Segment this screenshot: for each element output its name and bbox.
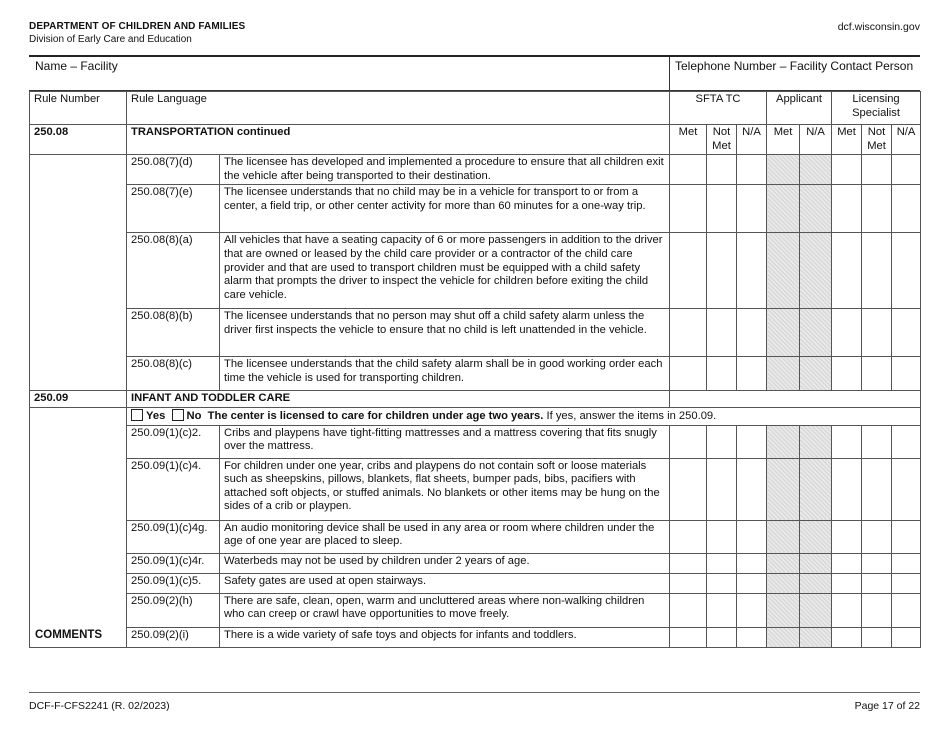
subheader-na: N/A [737,125,767,155]
rule-code: 250.09(1)(c)4r. [127,553,220,573]
no-checkbox[interactable] [172,409,184,421]
ls-met-cell[interactable] [832,458,862,520]
section-blank-cell [670,391,921,408]
section-gutter [30,155,127,391]
applicant-met-cell[interactable] [767,233,800,309]
sfta-met-cell[interactable] [670,425,707,458]
ls-met-cell[interactable] [832,233,862,309]
section-number: 250.08 [30,125,127,155]
table-row [30,357,921,391]
ls-met-cell[interactable] [832,357,862,391]
rule-code: 250.09(2)(i) [127,627,220,647]
department-name: DEPARTMENT OF CHILDREN AND FAMILIES [29,21,246,32]
ls-na-cell[interactable] [892,520,921,553]
subheader-not-met: Not Met [862,125,892,155]
ls-met-cell[interactable] [832,553,862,573]
rule-code: 250.08(7)(e) [127,185,220,233]
sfta-met-cell[interactable] [670,309,707,357]
applicant-na-cell[interactable] [800,233,832,309]
facility-phone-field[interactable]: Telephone Number – Facility Contact Person [675,59,914,73]
ls-met-cell[interactable] [832,593,862,627]
rule-text: The licensee understands that no child may be in a vehicle for transport to or from a center, a field trip, or other center activity for more than 60 minutes for a one-way trip. [220,185,670,233]
applicant-na-cell[interactable] [800,458,832,520]
ls-na-cell[interactable] [892,593,921,627]
table-row [30,309,921,357]
rule-code: 250.08(7)(d) [127,155,220,185]
rule-code: 250.08(8)(c) [127,357,220,391]
rule-text: The licensee has developed and implemented a procedure to ensure that all children exit the vehicle after being transported to their destination. [220,155,670,185]
rule-text: The licensee understands that the child safety alarm shall be in good working order each time the vehicle is used for transporting children. [220,357,670,391]
table-row [30,458,921,520]
question-text: The center is licensed to care for children under age two years. [207,409,544,422]
rule-text: There is a wide variety of safe toys and objects for infants and toddlers. [220,627,670,647]
applicant-na-cell[interactable] [800,425,832,458]
sfta-met-cell[interactable] [670,357,707,391]
applicant-na-cell[interactable] [800,573,832,593]
sfta-na-cell[interactable] [737,425,767,458]
col-header-sfta: SFTA TC [670,92,767,125]
ls-na-cell[interactable] [892,425,921,458]
applicant-na-cell[interactable] [800,155,832,185]
applicant-na-cell[interactable] [800,185,832,233]
col-header-rule-language: Rule Language [127,92,670,125]
ls-na-cell[interactable] [892,573,921,593]
sfta-na-cell[interactable] [737,593,767,627]
table-row [30,155,921,185]
sfta-na-cell[interactable] [737,520,767,553]
yes-no-row [30,407,921,425]
ls-not-met-cell[interactable] [862,553,892,573]
ls-not-met-cell[interactable] [862,233,892,309]
table-row [30,593,921,627]
sfta-met-cell[interactable] [670,185,707,233]
applicant-na-cell[interactable] [800,357,832,391]
section-gutter [30,407,127,647]
sfta-not-met-cell[interactable] [707,185,737,233]
sfta-met-cell[interactable] [670,233,707,309]
rule-code: 250.08(8)(b) [127,309,220,357]
website-link[interactable]: dcf.wisconsin.gov [837,21,920,33]
section-title: TRANSPORTATION continued [127,125,670,155]
ls-na-cell[interactable] [892,155,921,185]
yes-label: Yes [146,409,166,422]
ls-na-cell[interactable] [892,627,921,647]
sfta-na-cell[interactable] [737,357,767,391]
sfta-met-cell[interactable] [670,627,707,647]
subheader-na: N/A [800,125,832,155]
ls-not-met-cell[interactable] [862,458,892,520]
yes-no-question [127,407,921,425]
sfta-met-cell[interactable] [670,553,707,573]
ls-met-cell[interactable] [832,155,862,185]
section-header-row [30,391,921,408]
rule-text: For children under one year, cribs and playpens do not contain soft or loose materials such as sheepskins, pillows, blankets, flat sheets, bumper pads, bibs, pacifiers with attached soft objects, or stuffed animals. No blankets or other items may be hung on the sides of a crib or playpen. [220,458,670,520]
rule-code: 250.09(1)(c)4. [127,458,220,520]
rule-text: Safety gates are used at open stairways. [220,573,670,593]
sfta-met-cell[interactable] [670,520,707,553]
subheader-met: Met [832,125,862,155]
sfta-not-met-cell[interactable] [707,155,737,185]
section-title: INFANT AND TODDLER CARE [127,391,670,408]
sfta-not-met-cell[interactable] [707,593,737,627]
table-row [30,425,921,458]
sfta-met-cell[interactable] [670,155,707,185]
col-header-applicant: Applicant [767,92,832,125]
table-row [30,627,921,647]
ls-not-met-cell[interactable] [862,593,892,627]
comments-label: COMMENTS [35,629,103,641]
rule-text: An audio monitoring device shall be used in any area or room where children under the age of one year are placed to sleep. [220,520,670,553]
applicant-met-cell[interactable] [767,573,800,593]
section-number: 250.09 [30,391,127,408]
ls-met-cell[interactable] [832,185,862,233]
rule-code: 250.09(2)(h) [127,593,220,627]
applicant-met-cell[interactable] [767,425,800,458]
ls-na-cell[interactable] [892,357,921,391]
applicant-met-cell[interactable] [767,627,800,647]
subheader-met: Met [670,125,707,155]
sfta-not-met-cell[interactable] [707,520,737,553]
sfta-met-cell[interactable] [670,573,707,593]
no-label: No [186,409,202,422]
subheader-not-met: Not Met [707,125,737,155]
ls-not-met-cell[interactable] [862,357,892,391]
page-number: Page 17 of 22 [854,700,920,712]
ls-na-cell[interactable] [892,233,921,309]
table-row [30,520,921,553]
ls-not-met-cell[interactable] [862,155,892,185]
applicant-met-cell[interactable] [767,155,800,185]
ls-met-cell[interactable] [832,627,862,647]
rule-text: All vehicles that have a seating capacity of 6 or more passengers in addition to the driver that are owned or leased by the child care provider or a contractor of the child care provider and that are used to transport children must be equipped with a child safety alarm that prompts the driver to inspect the vehicle for children before exiting the child care vehicle. [220,233,670,309]
footer-rule [29,692,920,693]
table-row [30,233,921,309]
applicant-met-cell[interactable] [767,593,800,627]
sfta-na-cell[interactable] [737,233,767,309]
header-row [30,92,921,125]
ls-not-met-cell[interactable] [862,309,892,357]
rule-code: 250.09(1)(c)4g. [127,520,220,553]
sfta-not-met-cell[interactable] [707,425,737,458]
applicant-na-cell[interactable] [800,553,832,573]
section-header-row [30,125,921,155]
rules-table [29,91,921,648]
rule-text: Cribs and playpens have tight-fitting mattresses and a mattress covering that fits snugly over the mattress. [220,425,670,458]
sfta-met-cell[interactable] [670,458,707,520]
page-header [29,21,245,45]
table-row [30,553,921,573]
sfta-not-met-cell[interactable] [707,627,737,647]
ls-met-cell[interactable] [832,573,862,593]
ls-not-met-cell[interactable] [862,573,892,593]
division-name: Division of Early Care and Education [29,34,192,45]
applicant-met-cell[interactable] [767,185,800,233]
table-row [30,185,921,233]
applicant-met-cell[interactable] [767,357,800,391]
rule-code: 250.09(1)(c)5. [127,573,220,593]
subheader-na: N/A [892,125,921,155]
applicant-na-cell[interactable] [800,520,832,553]
question-note: If yes, answer the items in 250.09. [543,409,717,422]
sfta-not-met-cell[interactable] [707,309,737,357]
rule-code: 250.08(8)(a) [127,233,220,309]
sfta-na-cell[interactable] [737,573,767,593]
ls-met-cell[interactable] [832,520,862,553]
sfta-not-met-cell[interactable] [707,553,737,573]
applicant-na-cell[interactable] [800,593,832,627]
facility-name-bar [29,57,920,91]
ls-not-met-cell[interactable] [862,520,892,553]
yes-checkbox[interactable] [131,409,143,421]
sfta-na-cell[interactable] [737,155,767,185]
sfta-na-cell[interactable] [737,458,767,520]
sfta-met-cell[interactable] [670,593,707,627]
ls-na-cell[interactable] [892,309,921,357]
sfta-na-cell[interactable] [737,627,767,647]
table-row [30,573,921,593]
form-id: DCF-F-CFS2241 (R. 02/2023) [29,700,170,712]
ls-met-cell[interactable] [832,309,862,357]
applicant-met-cell[interactable] [767,553,800,573]
ls-met-cell[interactable] [832,425,862,458]
ls-not-met-cell[interactable] [862,185,892,233]
ls-na-cell[interactable] [892,458,921,520]
sfta-na-cell[interactable] [737,185,767,233]
applicant-met-cell[interactable] [767,458,800,520]
sfta-not-met-cell[interactable] [707,458,737,520]
sfta-not-met-cell[interactable] [707,573,737,593]
applicant-na-cell[interactable] [800,627,832,647]
applicant-met-cell[interactable] [767,520,800,553]
facility-name-field[interactable]: Name – Facility [35,59,118,73]
ls-not-met-cell[interactable] [862,627,892,647]
sfta-not-met-cell[interactable] [707,233,737,309]
rule-code: 250.09(1)(c)2. [127,425,220,458]
sfta-not-met-cell[interactable] [707,357,737,391]
applicant-na-cell[interactable] [800,309,832,357]
namebar-divider [669,57,670,90]
sfta-na-cell[interactable] [737,553,767,573]
col-header-licensing: Licensing Specialist [832,92,921,125]
rule-text: The licensee understands that no person may shut off a child safety alarm unless the driver first inspects the vehicle to ensure that no child is left unattended in the vehicle. [220,309,670,357]
ls-na-cell[interactable] [892,185,921,233]
rule-text: There are safe, clean, open, warm and uncluttered areas where non-walking children who can creep or crawl have opportunities to move freely. [220,593,670,627]
col-header-rule-number: Rule Number [30,92,127,125]
subheader-met: Met [767,125,800,155]
ls-not-met-cell[interactable] [862,425,892,458]
applicant-met-cell[interactable] [767,309,800,357]
ls-na-cell[interactable] [892,553,921,573]
sfta-na-cell[interactable] [737,309,767,357]
rule-text: Waterbeds may not be used by children under 2 years of age. [220,553,670,573]
